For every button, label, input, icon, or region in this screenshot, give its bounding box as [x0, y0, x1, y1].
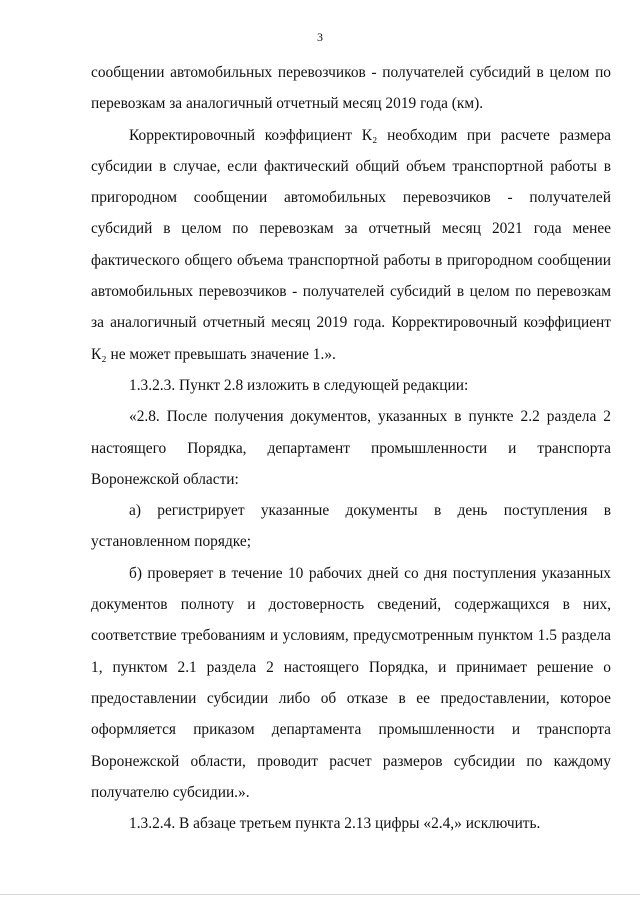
paragraph-subitem-b: б) проверяет в течение 10 рабочих дней со дня поступления указанных документов полноту и достоверность сведений, содержащихся в них, соответствие требованиям и условиям, предусмотренным пунктом 1.5 раздела 1, пунктом 2.1 раздела 2 настоящего Порядка, и принимает решение о предоставлении субсидии либо об отказе в ее предоставлении, которое оформляется приказом департамента промышленности и транспорта Воронежской области, проводит расчет размеров субсидии по каждому получателю субсидии.».: [91, 564, 611, 801]
paragraph-continuation: сообщении автомобильных перевозчиков - получателей субсидий в целом по перевозкам за аналогичный отчетный месяц 2019 года (км).: [91, 64, 611, 113]
paragraph-item-1-3-2-3: 1.3.2.3. Пункт 2.8 изложить в следующей редакции:: [129, 376, 469, 394]
paragraph-coefficient-k2: Корректировочный коэффициент К₂ необходим при расчете размера субсидии в случае, если фактический общий объем транспортной работы в пригородном сообщении автомобильных перевозчиков - получателей субсидий в целом по перевозкам за отчетный месяц 2021 года менее фактического общего объема транспортной работы в пригородном сообщении автомобильных перевозчиков - получателей субсидий в целом по перевозкам за аналогичный отчетный месяц 2019 года. Корректировочный коэффициент К₂ не может превышать значение 1.».: [91, 126, 611, 363]
page-number: 3: [317, 30, 323, 44]
paragraph-subitem-a: а) регистрирует указанные документы в день поступления в установленном порядке;: [91, 502, 611, 551]
paragraph-item-2-8: «2.8. После получения документов, указанных в пункте 2.2 раздела 2 настоящего Порядка, департамент промышленности и транспорта Воронежской области:: [91, 408, 611, 488]
page-bottom-edge: [0, 894, 640, 895]
paragraph-item-1-3-2-4: 1.3.2.4. В абзаце третьем пункта 2.13 цифры «2.4,» исключить.: [129, 815, 541, 833]
document-body: [91, 57, 611, 839]
